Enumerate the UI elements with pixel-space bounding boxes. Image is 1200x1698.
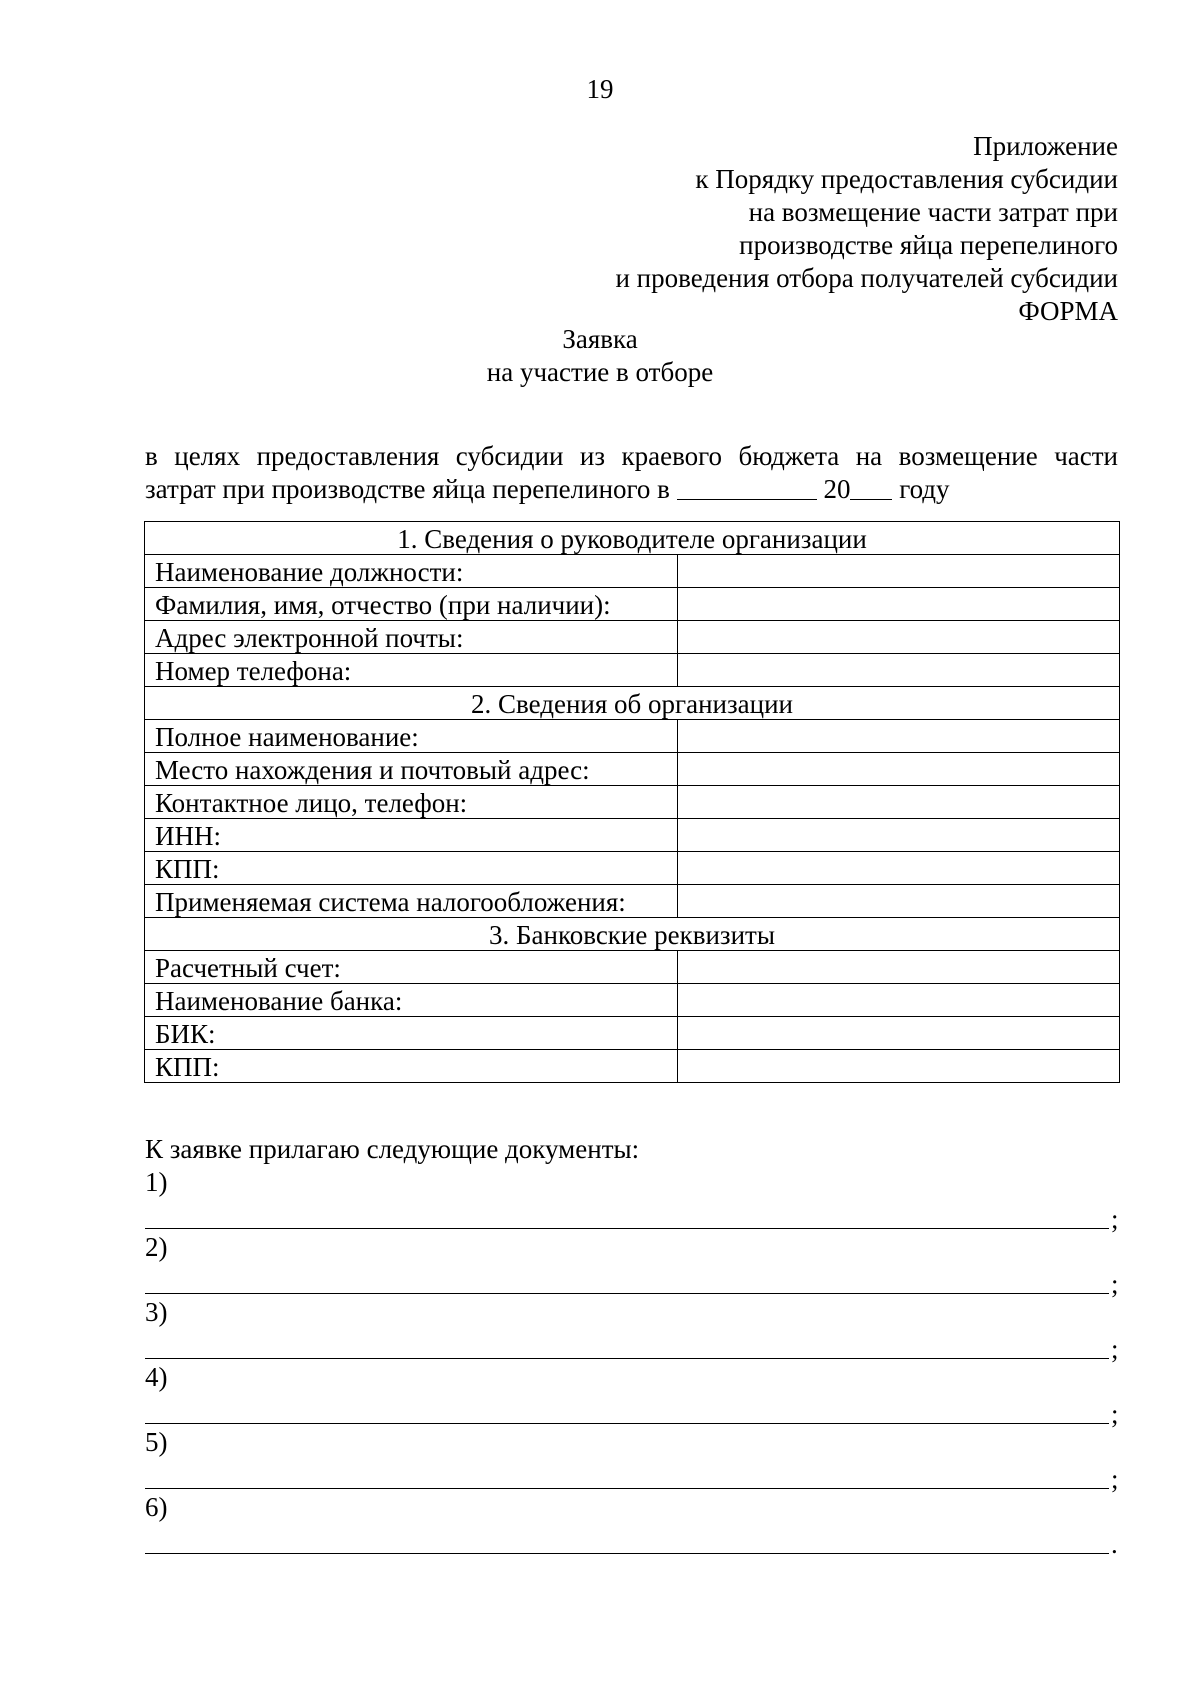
section-title: 3. Банковские реквизиты <box>145 918 1120 951</box>
form-label: ФОРМА <box>1018 296 1118 326</box>
field-label: Номер телефона: <box>145 654 678 687</box>
line-end-mark: ; <box>1111 1399 1119 1429</box>
table-row <box>145 984 1120 1017</box>
field-value-cell[interactable] <box>678 588 1120 621</box>
field-label: Расчетный счет: <box>145 951 678 984</box>
appendix-line: Приложение <box>973 131 1118 161</box>
appendix-line: и проведения отбора получателей субсидии <box>615 263 1118 293</box>
document-entry-line[interactable] <box>145 1488 1109 1489</box>
section-header-row <box>145 918 1120 951</box>
purpose-line-1: в целях предоставления субсидии из краевого бюджета на возмещение части <box>145 441 1118 471</box>
purpose-line-2 <box>145 473 1118 506</box>
field-label: Применяемая система налогообложения: <box>145 885 678 918</box>
table-row <box>145 1017 1120 1050</box>
document-number: 3) <box>145 1297 168 1327</box>
document-number: 6) <box>145 1492 168 1522</box>
field-label: ИНН: <box>145 819 678 852</box>
list-item <box>145 1166 1130 1234</box>
list-item <box>145 1361 1130 1429</box>
field-label: Адрес электронной почты: <box>145 621 678 654</box>
field-value-cell[interactable] <box>678 819 1120 852</box>
field-value-cell[interactable] <box>678 786 1120 819</box>
field-value-cell[interactable] <box>678 885 1120 918</box>
field-value-cell[interactable] <box>678 984 1120 1017</box>
year-blank-field[interactable] <box>850 475 892 500</box>
table-row <box>145 555 1120 588</box>
title-line-2: на участие в отборе <box>486 357 714 387</box>
list-item <box>145 1491 1130 1559</box>
documents-heading: К заявке прилагаю следующие документы: <box>145 1134 640 1164</box>
table-row <box>145 588 1120 621</box>
purpose-line-2-suffix: году <box>899 474 950 504</box>
table-row <box>145 1050 1120 1083</box>
table-row <box>145 720 1120 753</box>
field-label: Фамилия, имя, отчество (при наличии): <box>145 588 678 621</box>
list-item <box>145 1426 1130 1494</box>
document-entry-line[interactable] <box>145 1228 1109 1229</box>
field-label: Наименование банка: <box>145 984 678 1017</box>
document-number: 1) <box>145 1167 168 1197</box>
table-row <box>145 852 1120 885</box>
field-value-cell[interactable] <box>678 1017 1120 1050</box>
document-entry-line[interactable] <box>145 1423 1109 1424</box>
field-label: КПП: <box>145 852 678 885</box>
attached-documents <box>145 1133 1130 1559</box>
field-value-cell[interactable] <box>678 720 1120 753</box>
appendix-line: на возмещение части затрат при <box>748 197 1118 227</box>
table-row <box>145 621 1120 654</box>
line-end-mark: ; <box>1111 1334 1119 1364</box>
field-value-cell[interactable] <box>678 1050 1120 1083</box>
period-blank-field[interactable] <box>677 475 817 500</box>
field-label: КПП: <box>145 1050 678 1083</box>
appendix-line: производстве яйца перепелиного <box>739 230 1118 260</box>
field-value-cell[interactable] <box>678 852 1120 885</box>
title-line-1: Заявка <box>562 324 638 354</box>
document-entry-line[interactable] <box>145 1553 1109 1554</box>
appendix-header <box>615 130 1118 328</box>
table-row <box>145 819 1120 852</box>
field-value-cell[interactable] <box>678 621 1120 654</box>
table-row <box>145 786 1120 819</box>
field-value-cell[interactable] <box>678 654 1120 687</box>
field-label: Контактное лицо, телефон: <box>145 786 678 819</box>
year-prefix: 20 <box>823 474 851 504</box>
section-header-row <box>145 687 1120 720</box>
table-row <box>145 753 1120 786</box>
section-title: 2. Сведения об организации <box>145 687 1120 720</box>
purpose-line-2-prefix: затрат при производстве яйца перепелиного в <box>145 474 670 504</box>
line-end-mark: ; <box>1111 1269 1119 1299</box>
list-item <box>145 1231 1130 1299</box>
appendix-line: к Порядку предоставления субсидии <box>695 164 1118 194</box>
application-form-table <box>144 521 1120 1083</box>
document-number: 4) <box>145 1362 168 1392</box>
section-title: 1. Сведения о руководителе организации <box>145 522 1120 555</box>
line-end-mark: ; <box>1111 1464 1119 1494</box>
document-entry-line[interactable] <box>145 1358 1109 1359</box>
field-label: БИК: <box>145 1017 678 1050</box>
table-row <box>145 654 1120 687</box>
table-row <box>145 885 1120 918</box>
field-label: Полное наименование: <box>145 720 678 753</box>
table-row <box>145 951 1120 984</box>
field-value-cell[interactable] <box>678 753 1120 786</box>
document-entry-line[interactable] <box>145 1293 1109 1294</box>
line-end-mark: . <box>1111 1529 1118 1559</box>
line-end-mark: ; <box>1111 1204 1119 1234</box>
document-number: 2) <box>145 1232 168 1262</box>
list-item <box>145 1296 1130 1364</box>
field-value-cell[interactable] <box>678 951 1120 984</box>
field-label: Место нахождения и почтовый адрес: <box>145 753 678 786</box>
field-label: Наименование должности: <box>145 555 678 588</box>
purpose-paragraph <box>145 440 1118 506</box>
section-header-row <box>145 522 1120 555</box>
document-number: 5) <box>145 1427 168 1457</box>
page-number: 19 <box>586 74 614 104</box>
field-value-cell[interactable] <box>678 555 1120 588</box>
document-title <box>0 323 1200 389</box>
